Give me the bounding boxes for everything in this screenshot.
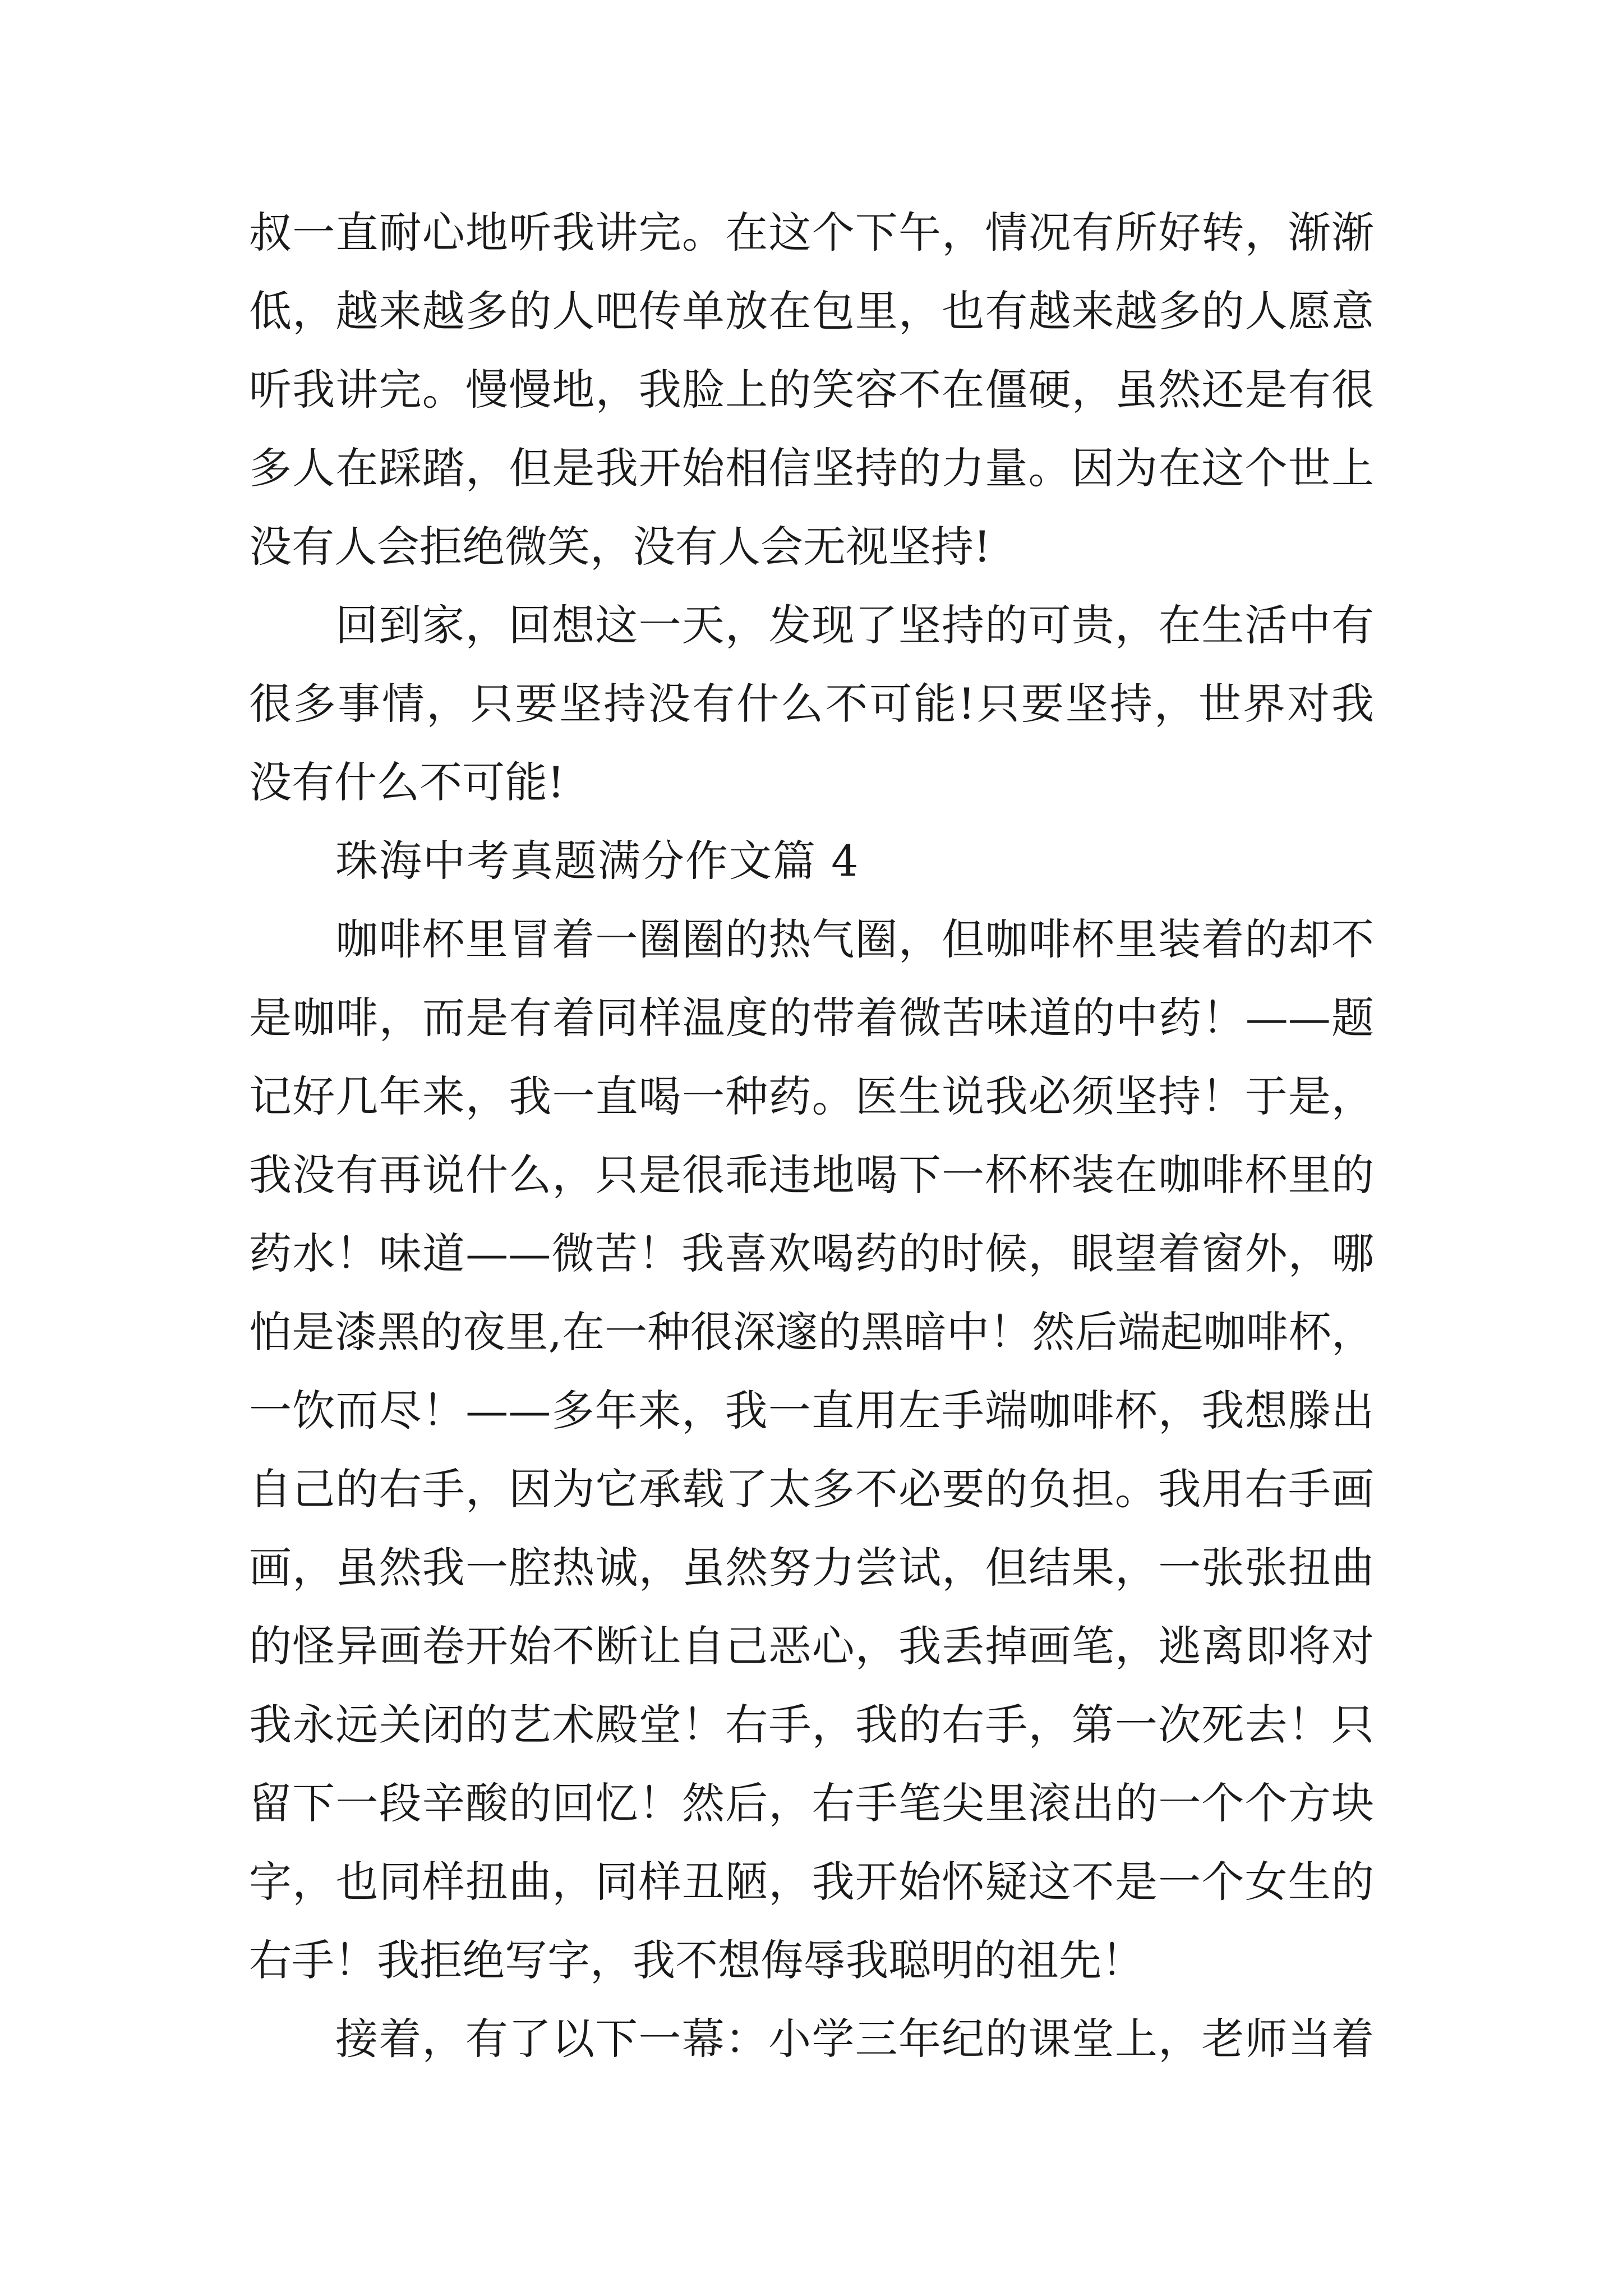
paragraph-line: 咖啡杯里冒着一圈圈的热气圈，但咖啡杯里装着的却不 xyxy=(335,914,1374,964)
paragraph-line: 叔一直耐心地听我讲完。在这个下午，情况有所好转，渐渐 xyxy=(249,208,1374,257)
paragraph-line: 听我讲完。慢慢地，我脸上的笑容不在僵硬，虽然还是有很 xyxy=(249,365,1374,415)
paragraph-line: 药水！味道——微苦！我喜欢喝药的时候，眼望着窗外，哪 xyxy=(249,1228,1374,1278)
paragraph-line: 我没有再说什么，只是很乖违地喝下一杯杯装在咖啡杯里的 xyxy=(249,1150,1374,1200)
paragraph-line: 的怪异画卷开始不断让自己恶心，我丢掉画笔，逃离即将对 xyxy=(249,1621,1374,1671)
paragraph-line: 记好几年来，我一直喝一种药。医生说我必须坚持！于是， xyxy=(249,1071,1374,1121)
paragraph-line: 留下一段辛酸的回忆！然后，右手笔尖里滚出的一个个方块 xyxy=(249,1778,1374,1828)
paragraph-line: 没有什么不可能! xyxy=(249,757,565,807)
paragraph-line: 没有人会拒绝微笑，没有人会无视坚持! xyxy=(249,522,991,572)
paragraph-line: 自己的右手，因为它承载了太多不必要的负担。我用右手画 xyxy=(249,1464,1374,1514)
paragraph-line: 我永远关闭的艺术殿堂！右手，我的右手，第一次死去！只 xyxy=(249,1700,1374,1750)
paragraph-line: 很多事情，只要坚持没有什么不可能!只要坚持，世界对我 xyxy=(249,679,1374,729)
paragraph-line: 多人在踩踏，但是我开始相信坚持的力量。因为在这个世上 xyxy=(249,443,1374,493)
paragraph-line: 接着，有了以下一幕：小学三年纪的课堂上，老师当着 xyxy=(335,2014,1374,2064)
paragraph-line: 右手！我拒绝写字，我不想侮辱我聪明的祖先！ xyxy=(249,1935,1144,1985)
paragraph-line: 一饮而尽！——多年来，我一直用左手端咖啡杯，我想滕出 xyxy=(249,1386,1374,1435)
section-heading: 珠海中考真题满分作文篇 4 xyxy=(335,836,860,886)
paragraph-line: 低，越来越多的人吧传单放在包里，也有越来越多的人愿意 xyxy=(249,286,1374,336)
paragraph-line: 怕是漆黑的夜里,在一种很深邃的黑暗中！然后端起咖啡杯， xyxy=(249,1307,1374,1357)
paragraph-line: 回到家，回想这一天，发现了坚持的可贵，在生活中有 xyxy=(335,600,1374,650)
paragraph-line: 是咖啡，而是有着同样温度的带着微苦味道的中药！——题 xyxy=(249,993,1374,1043)
paragraph-line: 画，虽然我一腔热诚，虽然努力尝试，但结果，一张张扭曲 xyxy=(249,1543,1374,1593)
paragraph-line: 字，也同样扭曲，同样丑陋，我开始怀疑这不是一个女生的 xyxy=(249,1857,1374,1907)
